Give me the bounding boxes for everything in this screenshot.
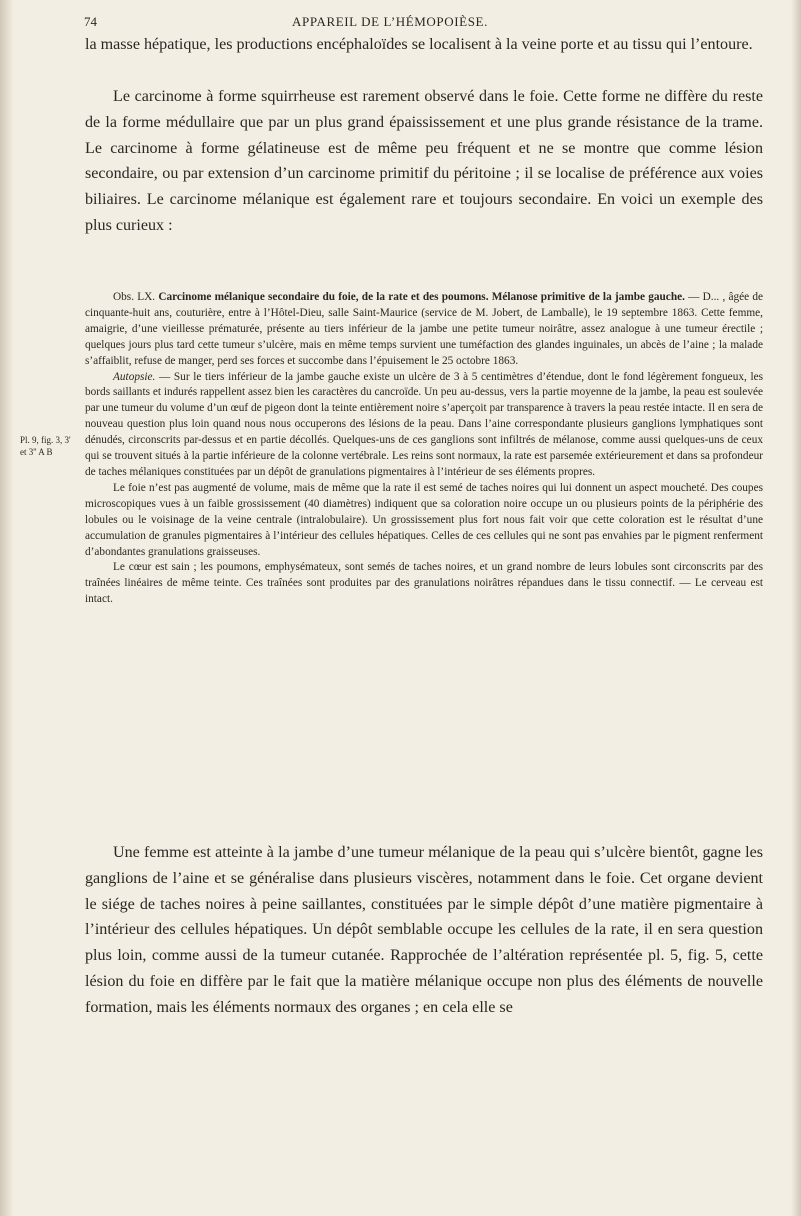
observation-liver: Le foie n’est pas augmenté de volume, mais de même que la rate il est semé de taches noires qui lui donnent un aspect moucheté. Des coupes microscopiques vues à un faible grossissement (40 diamètres) indiquent que sa coloration noire occupe un ou plusieurs points de la périphérie des lobules ou le voisinage de la veine centrale (intralobulaire). Un grossissement plus fort nous fait voir que cette coloration est le résultat d’une accumulation de granules pigmentaires à l’intérieur des cellules hépatiques. Celles de ces cellules qui ne sont pas envahies par le pigment renferment d’abondantes granulations graisseuses.: [85, 481, 763, 558]
paragraph-intro: la masse hépatique, les productions encéphaloïdes se localisent à la veine porte et au tissu qui l’entoure.: [85, 36, 753, 53]
running-title: APPAREIL DE L’HÉMOPOIÈSE.: [292, 14, 488, 29]
observation-autopsy: [85, 370, 763, 481]
observation-heading: Carcinome mélanique secondaire du foie, de la rate et des poumons. Mélanose primitive de la jambe gauche.: [158, 291, 685, 303]
running-head: [0, 12, 801, 34]
observation-case-intro: — D... , âgée de cinquante-huit ans, couturière, entre à l’Hôtel-Dieu, salle Saint-Maurice (service de M. Jobert, de Lamballe), le 19 septembre 1863. Cette femme, amaigrie, d’une vieillesse prématurée, présente au tiers inférieur de la jambe une petite tumeur noirâtre, assez analogue à une tumeur érectile ; quelques jours plus tard cette tumeur s’ulcère, mais en même temps survient une tuméfaction des glandes inguinales, un abcès de l’aine ; la malade s’affaiblit, refuse de manger, perd ses forces et succombe dans l’épuisement le 25 octobre 1863.: [85, 291, 764, 367]
page-edge-right: [791, 0, 801, 1216]
paragraph-carcinome-forms: Le carcinome à forme squirrheuse est rarement observé dans le foie. Cette forme ne diffère du reste de la forme médullaire que par un plus grand épaississement et une plus grande résistance de la trame. Le carcinome à forme gélatineuse est de même peu fréquent et ne se montre que comme lésion secondaire, ou par extension d’un carcinome primitif du péritoine ; il se localise de préférence aux voies biliaires. Le carcinome mélanique est également rare et toujours secondaire. En voici un exemple des plus curieux :: [85, 88, 763, 234]
observation-heart-lungs: Le cœur est sain ; les poumons, emphysémateux, sont semés de taches noires, et un grand nombre de leurs lobules sont circonscrits par des traînées linéaires de même teinte. Ces traînées sont produites par des granulations noirâtres répandues dans le tissu connectif. — Le cerveau est intact.: [85, 561, 763, 606]
paragraph-summary: Une femme est atteinte à la jambe d’une tumeur mélanique de la peau qui s’ulcère bientôt, gagne les ganglions de l’aine et se généralise dans plusieurs viscères, notamment dans le foie. Cet organe devient le siége de taches noires à peine saillantes, constituées par le simple dépôt d’une matière pigmentaire à l’intérieur des cellules hépatiques. Un dépôt semblable occupe les cellules de la rate, il en sera question plus loin, comme aussi de la tumeur cutanée. Rapprochée de l’altération représentée pl. 5, fig. 5, cette lésion du foie en diffère par le fait que la matière mélanique occupe non plus des éléments de nouvelle formation, mais les éléments normaux des organes ; en cela elle se: [85, 844, 763, 1016]
autopsy-label: Autopsie.: [113, 370, 156, 383]
plate-reference-line-1: Pl. 9, fig. 3, 3': [20, 435, 71, 445]
plate-reference-line-2: et 3'' A B: [20, 447, 53, 457]
observation-block: [85, 290, 763, 608]
autopsy-text: — Sur le tiers inférieur de la jambe gauche existe un ulcère de 3 à 5 centimètres d’étendue, dont le fond légèrement fongueux, les bords saillants et indurés rappellent assez bien les caractères du cancroïde. Un peu au-dessus, vers la partie moyenne de la jambe, la peau est soulevée par une tumeur du volume d’un œuf de pigeon dont la teinte entièrement noire s’aperçoit par transparence à travers la peau restée intacte. Il en sera de nouveau question plus loin quand nous nous occuperons des lésions de la peau. Dans l’aine correspondante plusieurs ganglions lymphatiques sont dénudés, circonscrits par-dessus et en partie décollés. Quelques-uns de ces ganglions sont infiltrés de mélanose, comme aussi quelques-uns de ceux qui se trouvent situés à la partie inférieure de la colonne vertébrale. Les reins sont normaux, la rate est parsemée extérieurement et dans sa profondeur de taches mélaniques constituées par un dépôt de granulations pigmentaires à l’intérieur de ses éléments propres.: [85, 370, 763, 478]
page-edge-left: [0, 0, 14, 1216]
page-number: 74: [84, 14, 97, 29]
observation-label: Obs. LX.: [113, 291, 156, 303]
observation-intro: [85, 290, 763, 370]
plate-reference-note: [20, 434, 84, 458]
